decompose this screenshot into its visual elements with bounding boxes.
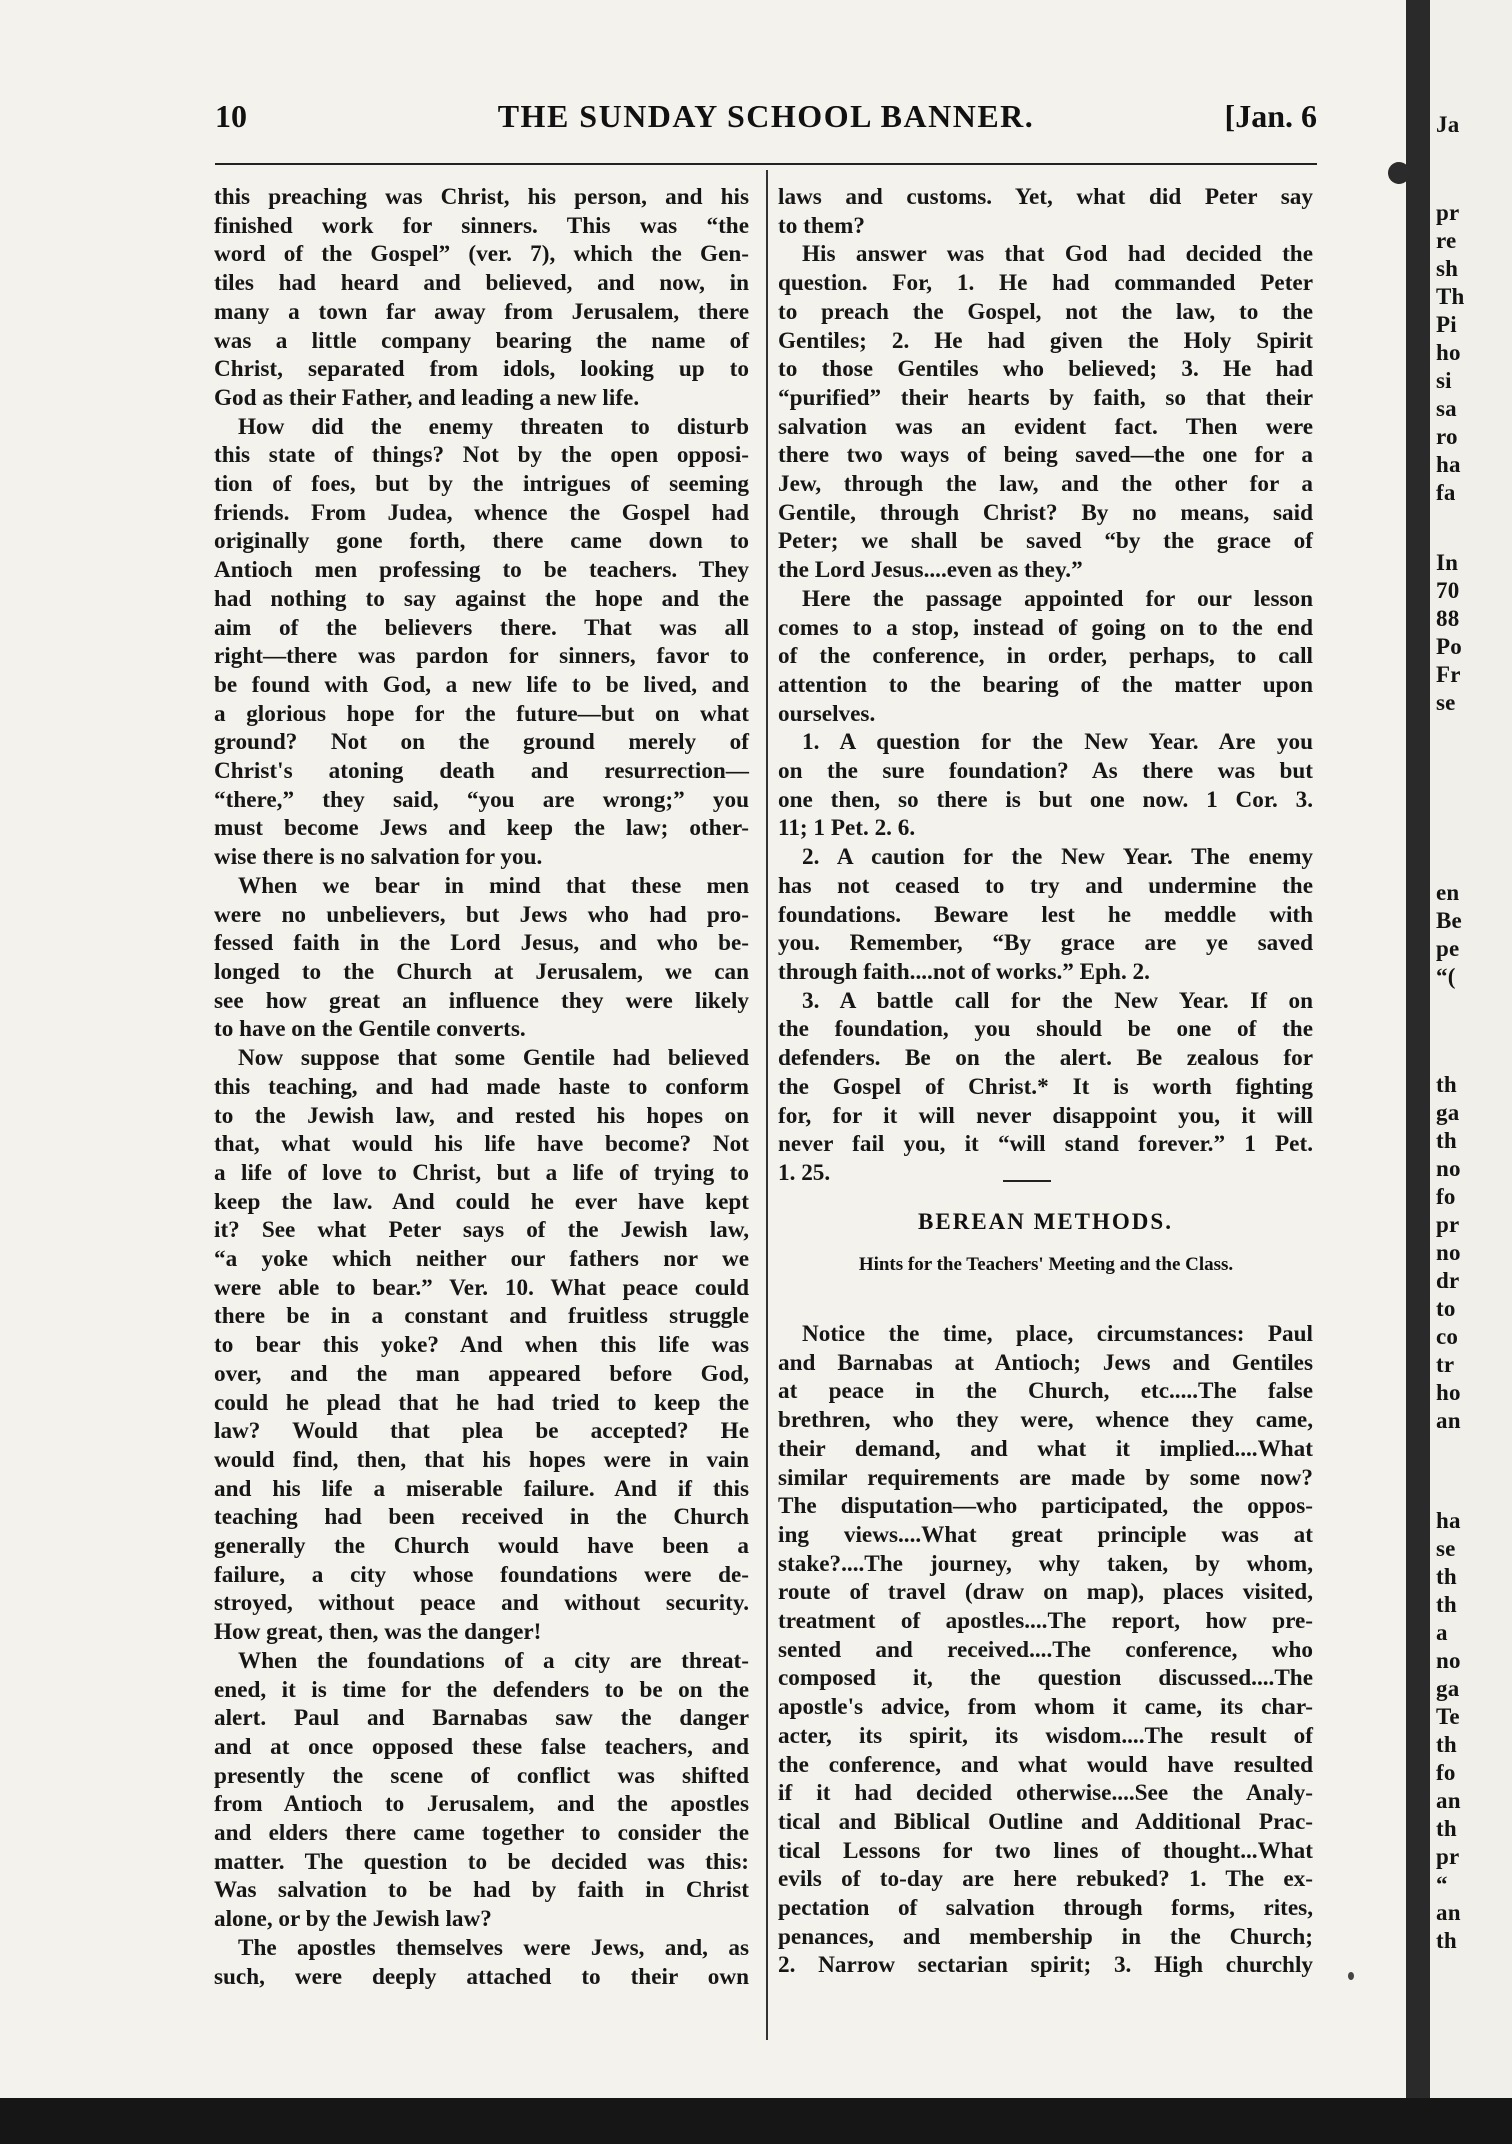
adjacent-page-fragment: sh: [1436, 256, 1459, 281]
text-line: alone, or by the Jewish law?: [214, 1906, 492, 1933]
text-line: 1. 25.: [778, 1159, 831, 1186]
text-line: When the foundations of a city are threat-: [238, 1647, 749, 1674]
adjacent-page-fragment: ho: [1436, 340, 1461, 365]
text-line: stroyed, without peace and without security.: [214, 1590, 749, 1617]
adjacent-page-fragment: th: [1436, 1072, 1457, 1097]
text-line: stake?....The journey, why taken, by whom,: [778, 1550, 1313, 1577]
adjacent-page-fragment: pr: [1436, 1212, 1460, 1237]
text-line: 3. A battle call for the New Year. If on: [802, 987, 1313, 1014]
text-line: 1. A question for the New Year. Are you: [802, 729, 1313, 756]
text-line: route of travel (draw on map), places visited,: [778, 1579, 1313, 1606]
adjacent-page-fragment: ga: [1436, 1676, 1460, 1701]
text-line: such, were deeply attached to their own: [214, 1963, 749, 1990]
text-line: evils of to-day are here rebuked? 1. The ex-: [778, 1866, 1313, 1893]
text-line: was a little company bearing the name of: [214, 327, 749, 354]
text-line: Was salvation to be had by faith in Christ: [214, 1877, 749, 1904]
text-line: generally the Church would have been a: [214, 1533, 749, 1560]
text-line: How did the enemy threaten to disturb: [238, 413, 749, 440]
text-line: this state of things? Not by the open opposi-: [214, 442, 749, 469]
text-line: that, what would his life have become? Not: [214, 1131, 749, 1158]
adjacent-page-fragment: th: [1436, 1732, 1457, 1757]
text-line: God as their Father, and leading a new life.: [214, 384, 640, 411]
text-line: tiles had heard and believed, and now, in: [214, 270, 749, 297]
text-line: salvation was an evident fact. Then were: [778, 413, 1313, 440]
text-line: friends. From Judea, whence the Gospel had: [214, 499, 749, 526]
adjacent-page-fragment: Fr: [1436, 662, 1461, 687]
text-line: from Antioch to Jerusalem, and the apostles: [214, 1791, 749, 1818]
adjacent-page-fragment: no: [1436, 1156, 1461, 1181]
adjacent-page-fragment: an: [1436, 1408, 1461, 1433]
adjacent-page-fragment: In: [1436, 550, 1459, 575]
column-divider: [766, 170, 768, 2040]
adjacent-page-fragment: se: [1436, 1536, 1456, 1561]
text-line: on the sure foundation? As there was but: [778, 758, 1313, 785]
text-line: must become Jews and keep the law; other-: [214, 815, 749, 842]
text-line: the Gospel of Christ.* It is worth fighting: [778, 1073, 1313, 1100]
text-line: it? See what Peter says of the Jewish law,: [214, 1217, 749, 1244]
text-line: to bear this yoke? And when this life was: [214, 1332, 749, 1359]
text-line: right—there was pardon for sinners, favor to: [214, 643, 749, 670]
text-line: keep the law. And could he ever have kept: [214, 1188, 749, 1215]
text-line: were no unbelievers, but Jews who had pro-: [214, 901, 749, 928]
adjacent-page-fragment: th: [1436, 1928, 1457, 1953]
text-line: Notice the time, place, circumstances: Paul: [802, 1321, 1313, 1347]
text-line: question. For, 1. He had commanded Peter: [778, 270, 1313, 297]
text-line: “a yoke which neither our fathers nor we: [214, 1246, 749, 1273]
text-line: if it had decided otherwise....See the Analy-: [778, 1780, 1313, 1807]
text-line: you. Remember, “By grace are ye saved: [778, 930, 1313, 957]
text-line: Gentiles; 2. He had given the Holy Spirit: [778, 327, 1313, 354]
text-line: law? Would that plea be accepted? He: [214, 1418, 749, 1445]
text-line: ourselves.: [778, 700, 876, 727]
text-line: ground? Not on the ground merely of: [214, 729, 749, 756]
adjacent-page-fragment: 88: [1436, 606, 1460, 631]
text-line: apostle's advice, from whom it came, its char-: [778, 1694, 1313, 1721]
print-speck: [1348, 1972, 1354, 1980]
adjacent-page-fragment: fo: [1436, 1184, 1456, 1209]
text-line: the Lord Jesus....even as they.”: [778, 557, 1083, 584]
text-line: ing views....What great principle was at: [778, 1521, 1313, 1548]
section-subtitle: Hints for the Teachers' Meeting and the Class.: [858, 1254, 1234, 1275]
text-line: The apostles themselves were Jews, and, as: [238, 1934, 749, 1961]
text-line: fessed faith in the Lord Jesus, and who be-: [214, 930, 749, 957]
scan-bottom-edge: [0, 2098, 1512, 2144]
adjacent-page-fragment: th: [1436, 1128, 1457, 1153]
text-line: never fail you, it “will stand forever.” 1 Pet.: [778, 1131, 1313, 1158]
text-line: there be in a constant and fruitless struggle: [214, 1303, 749, 1330]
text-line: over, and the man appeared before God,: [214, 1360, 749, 1387]
text-line: treatment of apostles....The report, how pre-: [778, 1608, 1313, 1635]
text-line: to the Jewish law, and rested his hopes on: [214, 1102, 749, 1129]
header-rule: [215, 163, 1317, 165]
text-line: Here the passage appointed for our lesson: [802, 585, 1313, 612]
text-line: tical Lessons for two lines of thought...What: [778, 1837, 1313, 1864]
text-line: finished work for sinners. This was “the: [214, 212, 749, 239]
text-line: there two ways of being saved—the one for a: [778, 442, 1313, 469]
text-line: Gentile, through Christ? By no means, said: [778, 499, 1313, 526]
adjacent-page-fragment: “(: [1436, 964, 1456, 989]
adjacent-page-fragment: 70: [1436, 578, 1460, 603]
text-line: “purified” their hearts by faith, so that their: [778, 384, 1313, 411]
page-number: 10: [215, 98, 247, 134]
text-line: aim of the believers there. That was all: [214, 614, 749, 641]
text-line: would find, then, that his hopes were in vain: [214, 1446, 749, 1473]
adjacent-page-fragment: tr: [1436, 1352, 1455, 1377]
adjacent-page-fragment: to: [1436, 1296, 1456, 1321]
text-line: were able to bear.” Ver. 10. What peace could: [214, 1274, 749, 1301]
text-line: brethren, who they were, whence they came,: [778, 1407, 1313, 1434]
text-line: “there,” they said, “you are wrong;” you: [214, 786, 749, 813]
text-line: Christ, separated from idols, looking up to: [214, 356, 749, 383]
text-line: How great, then, was the danger!: [214, 1619, 542, 1646]
text-line: Now suppose that some Gentile had believed: [238, 1045, 749, 1072]
binding-hole: [1388, 162, 1410, 184]
text-line: pectation of salvation through forms, rites,: [778, 1895, 1313, 1922]
adjacent-page-strip: [1430, 0, 1512, 2144]
adjacent-page-fragment: Te: [1436, 1704, 1460, 1729]
text-line: be found with God, a new life to be lived, and: [214, 671, 749, 698]
adjacent-page-fragment: Ja: [1436, 112, 1460, 137]
text-line: to them?: [778, 212, 865, 239]
adjacent-page-fragment: no: [1436, 1648, 1461, 1673]
text-line: has not ceased to try and undermine the: [778, 872, 1313, 899]
text-line: Jew, through the law, and the other for a: [778, 471, 1313, 498]
issue-date: [Jan. 6: [1224, 98, 1317, 134]
page-gutter: [1406, 0, 1430, 2144]
adjacent-page-fragment: co: [1436, 1324, 1459, 1349]
text-line: and Barnabas at Antioch; Jews and Gentiles: [778, 1349, 1313, 1376]
text-line: teaching had been received in the Church: [214, 1504, 749, 1531]
text-line: to have on the Gentile converts.: [214, 1016, 526, 1043]
text-line: the conference, and what would have resulted: [778, 1751, 1313, 1778]
text-line: sented and received....The conference, who: [778, 1636, 1313, 1663]
text-line: similar requirements are made by some now?: [778, 1464, 1313, 1491]
adjacent-page-fragment: si: [1436, 368, 1452, 393]
text-line: composed it, the question discussed....The: [778, 1665, 1313, 1692]
text-line: Antioch men professing to be teachers. They: [214, 557, 749, 584]
text-line: for, for it will never disappoint you, it will: [778, 1102, 1313, 1129]
adjacent-page-fragment: ho: [1436, 1380, 1461, 1405]
text-line: The disputation—who participated, the oppos-: [778, 1493, 1313, 1520]
text-line: many a town far away from Jerusalem, there: [214, 298, 749, 325]
text-line: ened, it is time for the defenders to be on the: [214, 1676, 749, 1703]
text-line: presently the scene of conflict was shifted: [214, 1762, 749, 1789]
text-line: acter, its spirit, its wisdom....The result of: [778, 1722, 1313, 1749]
adjacent-page-fragment: Pi: [1436, 312, 1457, 337]
adjacent-page-fragment: Be: [1436, 908, 1462, 933]
adjacent-page-fragment: pr: [1436, 1844, 1460, 1869]
text-line: comes to a stop, instead of going on to the end: [778, 614, 1313, 641]
adjacent-page-fragment: an: [1436, 1788, 1461, 1813]
text-line: longed to the Church at Jerusalem, we can: [214, 958, 749, 985]
text-line: of the conference, in order, perhaps, to call: [778, 643, 1313, 670]
adjacent-page-fragment: ro: [1436, 424, 1458, 449]
adjacent-page-fragment: ga: [1436, 1100, 1460, 1125]
text-line: this preaching was Christ, his person, and his: [214, 184, 749, 210]
adjacent-page-fragment: sa: [1436, 396, 1457, 421]
text-line: When we bear in mind that these men: [238, 872, 749, 899]
adjacent-page-fragment: fo: [1436, 1760, 1456, 1785]
text-line: tion of foes, but by the intrigues of seeming: [214, 471, 749, 498]
text-line: one then, so there is but one now. 1 Cor. 3.: [778, 786, 1313, 813]
text-line: failure, a city whose foundations were de-: [214, 1561, 749, 1588]
text-line: to those Gentiles who believed; 3. He had: [778, 356, 1313, 383]
adjacent-page-fragment: ha: [1436, 1508, 1461, 1533]
text-line: attention to the bearing of the matter upon: [778, 671, 1313, 698]
left-column: [214, 183, 749, 1991]
adjacent-page-fragment: no: [1436, 1240, 1461, 1265]
text-line: tical and Biblical Outline and Additional Prac-: [778, 1808, 1313, 1835]
text-line: matter. The question to be decided was this:: [214, 1848, 749, 1875]
adjacent-page-fragment: pe: [1436, 936, 1460, 961]
text-line: to preach the Gospel, not the law, to the: [778, 298, 1313, 325]
text-line: penances, and membership in the Church;: [778, 1923, 1313, 1950]
adjacent-page-fragment: th: [1436, 1564, 1457, 1589]
text-line: 11; 1 Pet. 2. 6.: [778, 815, 916, 842]
text-line: foundations. Beware lest he meddle with: [778, 901, 1313, 928]
adjacent-page-fragment: pr: [1436, 200, 1460, 225]
adjacent-page-fragment: fa: [1436, 480, 1456, 505]
text-line: through faith....not of works.” Eph. 2.: [778, 958, 1150, 985]
text-line: and elders there came together to consider the: [214, 1820, 749, 1847]
adjacent-page-fragment: th: [1436, 1592, 1457, 1617]
text-line: Peter; we shall be saved “by the grace of: [778, 528, 1313, 555]
text-line: alert. Paul and Barnabas saw the danger: [214, 1705, 749, 1732]
adjacent-page-fragment: se: [1436, 690, 1456, 715]
adjacent-page-fragment: dr: [1436, 1268, 1460, 1293]
text-line: defenders. Be on the alert. Be zealous for: [778, 1045, 1313, 1072]
text-line: a glorious hope for the future—but on what: [214, 700, 749, 727]
adjacent-page-fragment: “: [1436, 1872, 1448, 1897]
text-line: a life of love to Christ, but a life of trying to: [214, 1159, 749, 1186]
adjacent-page-fragment: an: [1436, 1900, 1461, 1925]
right-column-bottom: [778, 1320, 1313, 1980]
text-line: and his life a miserable failure. And if this: [214, 1475, 749, 1502]
text-line: their demand, and what it implied....What: [778, 1435, 1313, 1462]
text-line: 2. A caution for the New Year. The enemy: [802, 844, 1313, 871]
text-line: could he plead that he had tried to keep the: [214, 1389, 749, 1416]
text-line: wise there is no salvation for you.: [214, 844, 543, 871]
text-line: this teaching, and had made haste to conform: [214, 1073, 749, 1100]
adjacent-page-fragment: th: [1436, 1816, 1457, 1841]
section-separator: [1003, 1180, 1051, 1182]
adjacent-page-fragment: a: [1436, 1620, 1448, 1645]
text-line: and at once opposed these false teachers, and: [214, 1733, 749, 1760]
text-line: 2. Narrow sectarian spirit; 3. High churchly: [778, 1952, 1313, 1979]
adjacent-page-fragment: Po: [1436, 634, 1462, 659]
publication-title: THE SUNDAY SCHOOL BANNER.: [497, 98, 1035, 134]
adjacent-page-fragment: en: [1436, 880, 1460, 905]
right-column-top: [778, 183, 1313, 1188]
text-line: originally gone forth, there came down to: [214, 528, 749, 555]
text-line: see how great an influence they were likely: [214, 987, 749, 1014]
text-line: the foundation, you should be one of the: [778, 1016, 1313, 1043]
adjacent-page-fragment: re: [1436, 228, 1457, 253]
section-title: BEREAN METHODS.: [918, 1209, 1173, 1234]
adjacent-page-fragment: Th: [1436, 284, 1465, 309]
text-line: at peace in the Church, etc.....The false: [778, 1378, 1313, 1405]
text-line: word of the Gospel” (ver. 7), which the Gen-: [214, 241, 749, 268]
text-line: His answer was that God had decided the: [802, 241, 1313, 268]
text-line: Christ's atoning death and resurrection—: [214, 758, 749, 785]
text-line: had nothing to say against the hope and the: [214, 585, 749, 612]
adjacent-page-fragment: ha: [1436, 452, 1461, 477]
page-header: [215, 98, 1317, 144]
text-line: laws and customs. Yet, what did Peter say: [778, 184, 1313, 210]
